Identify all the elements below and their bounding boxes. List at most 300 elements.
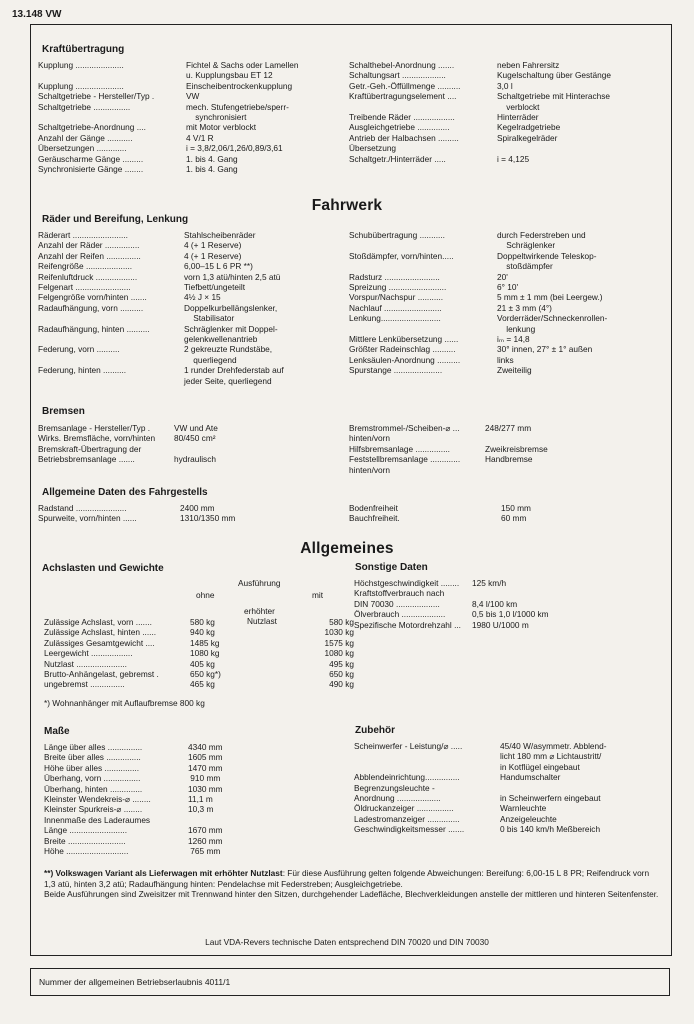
spec-label: Spurweite, vorn/hinten ...... xyxy=(38,513,137,524)
spec-value: mit Motor verblockt xyxy=(186,122,257,133)
spec-label: Höhe über alles ............... xyxy=(44,762,139,773)
weight-label: Zulässige Achslast, hinten ...... xyxy=(44,627,157,638)
spec-row xyxy=(44,825,334,835)
zubehoer-list xyxy=(354,741,654,835)
variant-note-text-2: Beide Ausführungen sind Zweisitzer mit Trennwand hinter den Sitzen, durchgehender Ladefläche, Blechverkleidungen anstelle der mittleren und hinteren Seitenfenster. xyxy=(44,889,659,900)
spec-value: 3,0 l xyxy=(497,80,513,91)
spec-row xyxy=(349,102,649,112)
spec-value: stoßdämpfer xyxy=(497,261,553,272)
weight-label: Zulässige Achslast, vorn ....... xyxy=(44,617,152,627)
variant-note-heading: **) Volkswagen Variant als Lieferwagen mit erhöhter Nutzlast xyxy=(44,868,283,878)
fahrgestell-left-list xyxy=(38,503,338,524)
spec-label: Kleinster Spurkreis-⌀ ........ xyxy=(44,804,143,815)
spec-row xyxy=(38,454,338,464)
spec-row xyxy=(38,122,334,132)
spec-label: Stoßdämpfer, vorn/hinten..... xyxy=(349,250,454,261)
spec-value: Stabilisator xyxy=(184,313,235,324)
spec-row xyxy=(349,261,649,271)
spec-label: Abblendeinrichtung............... xyxy=(354,772,460,783)
section-title-kraftuebertragung: Kraftübertragung xyxy=(42,44,125,55)
spec-label: Anzahl der Räder ............... xyxy=(38,240,140,251)
kraft-left-list xyxy=(38,60,334,174)
spec-row xyxy=(38,154,334,164)
spec-label: Scheinwerfer - Leistung/⌀ ..... xyxy=(354,741,463,751)
spec-row xyxy=(38,60,334,70)
spec-value: iₘ = 14,8 xyxy=(497,334,530,345)
weight-value-mit: 580 kg xyxy=(329,617,354,627)
spec-value: querliegend xyxy=(184,354,237,365)
weight-row xyxy=(44,617,354,627)
spec-value: vorn 1,3 atü/hinten 2,5 atü xyxy=(184,271,281,282)
weight-row xyxy=(44,679,354,689)
spec-value: 4 (+ 1 Reserve) xyxy=(184,250,242,261)
spec-row xyxy=(38,81,334,91)
spec-label: Spurstange ..................... xyxy=(349,365,443,376)
spec-label: Kupplung ..................... xyxy=(38,60,124,70)
spec-value: Warnleuchte xyxy=(500,803,547,814)
spec-row xyxy=(38,423,338,433)
weight-value-mit: 1575 kg xyxy=(324,637,354,648)
spec-row xyxy=(349,154,649,164)
spec-value: u. Kupplungsbau ET 12 xyxy=(186,70,273,81)
spec-label: Reifenluftdruck .................. xyxy=(38,271,138,282)
vda-note: Laut VDA-Revers technische Daten entsprechend DIN 70020 und DIN 70030 xyxy=(205,937,489,947)
spec-value: 4 (+ 1 Reserve) xyxy=(184,240,242,251)
spec-row xyxy=(38,282,338,292)
spec-value: 10,3 m xyxy=(188,804,214,815)
spec-row xyxy=(354,741,654,751)
spec-value: Kugelschaltung über Gestänge xyxy=(497,70,611,81)
spec-value: 2 gekreuzte Rundstäbe, xyxy=(184,344,273,355)
spec-label: Breite ......................... xyxy=(44,835,126,846)
spec-label xyxy=(38,334,184,344)
spec-row xyxy=(349,303,649,313)
spec-value: 1980 U/1000 m xyxy=(472,619,529,630)
weight-label: Brutto-Anhängelast, gebremst . xyxy=(44,669,159,680)
spec-value xyxy=(472,588,654,598)
spec-label: Länge über alles ............... xyxy=(44,742,143,752)
spec-value: licht 180 mm ⌀ Lichtaustritt/ xyxy=(500,751,602,762)
spec-row xyxy=(349,324,649,334)
spec-row xyxy=(354,803,654,813)
variant-note xyxy=(44,868,660,900)
weight-value-mit: 490 kg xyxy=(329,679,354,690)
spec-row xyxy=(349,503,649,513)
spec-row xyxy=(44,752,334,762)
spec-label: Mittlere Lenkübersetzung ...... xyxy=(349,334,459,345)
spec-value: 1. bis 4. Gang xyxy=(186,153,238,164)
spec-label xyxy=(354,762,500,772)
spec-row xyxy=(349,334,649,344)
spec-value: VW und Ate xyxy=(174,423,218,433)
weight-row xyxy=(44,627,354,637)
fahrwerk-left-list xyxy=(38,230,338,386)
spec-label: Nachlauf ......................... xyxy=(349,302,442,313)
weight-row xyxy=(44,659,354,669)
spec-row xyxy=(349,513,649,523)
spec-value: 1. bis 4. Gang xyxy=(186,164,238,175)
spec-row xyxy=(354,609,654,619)
subsection-title-achslasten: Achslasten und Gewichte xyxy=(42,563,164,574)
spec-value: synchronisiert xyxy=(186,112,247,123)
spec-value: Schräglenker xyxy=(497,240,556,251)
weight-value-ohne: 940 kg xyxy=(190,627,215,638)
masse-list xyxy=(44,742,334,856)
spec-label: Kleinster Wendekreis-⌀ ........ xyxy=(44,794,151,805)
spec-label: Bremstrommel-/Scheiben-⌀ ... xyxy=(349,423,460,433)
variant-note-text: : Für diese Ausführung gelten folgende Abweichungen: Bereifung: 6,00-15 L 8 PR; Reifendruck vorn 1,3 atü, hinten 3,2 atü; Radaufhängung hinten: Pendelachse mit Federstreben; Ausgleichgetriebe. xyxy=(44,868,650,889)
spec-row xyxy=(349,122,649,132)
spec-row xyxy=(44,763,334,773)
spec-label: DIN 70030 ................... xyxy=(354,598,440,609)
spec-row xyxy=(349,230,649,240)
spec-label xyxy=(38,313,184,323)
spec-row xyxy=(349,81,649,91)
spec-row xyxy=(38,355,338,365)
spec-value: 1310/1350 mm xyxy=(180,513,236,524)
spec-row xyxy=(38,313,338,323)
spec-label xyxy=(349,324,497,334)
spec-row xyxy=(349,465,649,475)
col-head-ohne: ohne xyxy=(196,590,215,600)
col-head-ausfuehrung: Ausführung xyxy=(238,578,281,588)
spec-label xyxy=(38,355,184,365)
section-title-fahrgestell: Allgemeine Daten des Fahrgestells xyxy=(42,487,208,498)
spec-value: Zweikreisbremse xyxy=(485,443,548,454)
spec-label: Getr.-Geh.-Öffüllmenge .......... xyxy=(349,80,461,91)
subsection-title-zubehoer: Zubehör xyxy=(355,725,395,736)
spec-row xyxy=(354,793,654,803)
spec-label xyxy=(38,112,186,122)
spec-label: Übersetzungen ............. xyxy=(38,143,127,154)
spec-value: 4½ J × 15 xyxy=(184,292,221,303)
spec-row xyxy=(349,433,649,443)
spec-label xyxy=(349,261,497,271)
spec-value: 60 mm xyxy=(501,513,527,524)
subsection-title-masse: Maße xyxy=(44,726,70,737)
spec-value: 1260 mm xyxy=(188,835,223,846)
spec-value: 11,1 m xyxy=(188,794,213,805)
spec-label: Synchronisierte Gänge ........ xyxy=(38,164,144,175)
spec-value: Schaltgetriebe mit Hinterachse xyxy=(497,91,610,102)
spec-value: Hinterräder xyxy=(497,112,539,123)
spec-row xyxy=(349,240,649,250)
spec-value: durch Federstreben und xyxy=(497,230,586,240)
spec-row xyxy=(349,365,649,375)
spec-label: Überhang, hinten .............. xyxy=(44,783,143,794)
spec-value xyxy=(485,433,649,443)
spec-label: Bodenfreiheit xyxy=(349,503,398,513)
spec-value: 1 runder Drehfederstab auf xyxy=(184,365,284,376)
spec-value: i = 4,125 xyxy=(497,153,530,164)
spec-row xyxy=(349,251,649,261)
spec-row xyxy=(44,742,334,752)
weight-label: ungebremst ............... xyxy=(44,679,125,690)
spec-label: Kraftstoffverbrauch nach xyxy=(354,588,445,599)
spec-value: Fichtel & Sachs oder Lamellen xyxy=(186,60,299,70)
spec-value: in Scheinwerfern eingebaut xyxy=(500,793,601,804)
spec-value: 248/277 mm xyxy=(485,423,532,433)
spec-label xyxy=(354,751,500,761)
spec-label: Ausgleichgetriebe .............. xyxy=(349,122,450,133)
spec-row xyxy=(38,513,338,523)
spec-value: 6,00–15 L 6 PR **) xyxy=(184,261,253,272)
spec-label xyxy=(349,102,497,112)
spec-label: Felgengröße vorn/hinten ....... xyxy=(38,292,147,303)
spec-label: Bremskraft-Übertragung der xyxy=(38,443,142,454)
spec-row xyxy=(38,133,334,143)
subsection-title-sonstige-daten: Sonstige Daten xyxy=(355,562,428,573)
spec-label: Ölverbrauch ................... xyxy=(354,609,446,620)
spec-value: 5 mm ± 1 mm (bei Leergew.) xyxy=(497,292,603,303)
spec-label: Feststellbremsanlage ............. xyxy=(349,454,461,465)
spec-row xyxy=(38,251,338,261)
achslasten-footnote: *) Wohnanhänger mit Auflaufbremse 800 kg xyxy=(44,698,205,708)
spec-label: Schaltgetriebe - Hersteller/Typ . xyxy=(38,91,155,102)
spec-label: Bremsanlage - Hersteller/Typ . xyxy=(38,423,151,433)
spec-label: Höchstgeschwindigkeit ........ xyxy=(354,578,460,588)
fahrgestell-right-list xyxy=(349,503,649,524)
footer-box xyxy=(30,968,670,996)
spec-row xyxy=(44,773,334,783)
section-title-allgemeines: Allgemeines xyxy=(300,540,394,557)
spec-row xyxy=(349,91,649,101)
spec-value: Handbremse xyxy=(485,454,533,465)
page-number: 13.148 VW xyxy=(12,9,62,20)
spec-label: Breite über alles ............... xyxy=(44,752,141,763)
weight-row xyxy=(44,638,354,648)
spec-label: Treibende Räder .................. xyxy=(349,112,455,123)
spec-value xyxy=(174,444,338,454)
weight-row xyxy=(44,648,354,658)
spec-row xyxy=(38,91,334,101)
weight-value-ohne: 465 kg xyxy=(190,679,215,690)
weight-value-mit: 1030 kg xyxy=(324,627,354,638)
spec-value: 150 mm xyxy=(501,503,531,513)
spec-row xyxy=(349,444,649,454)
spec-value: 125 km/h xyxy=(472,578,507,588)
spec-row xyxy=(38,143,334,153)
spec-label: Radaufhängung, vorn .......... xyxy=(38,302,144,313)
weight-label: Nutzlast ...................... xyxy=(44,658,127,669)
spec-label: Übersetzung xyxy=(349,143,397,154)
spec-row xyxy=(349,112,649,122)
spec-row xyxy=(38,365,338,375)
spec-value: Kegelradgetriebe xyxy=(497,122,561,133)
spec-row xyxy=(354,783,654,793)
spec-row xyxy=(38,70,334,80)
col-head-nutzlast: Nutzlast xyxy=(247,616,277,626)
spec-value: neben Fahrersitz xyxy=(497,60,560,70)
spec-row xyxy=(354,599,654,609)
spec-value: 1605 mm xyxy=(188,752,223,763)
spec-label: Schalthebel-Anordnung ....... xyxy=(349,60,455,70)
spec-label: Geräuscharme Gänge ......... xyxy=(38,153,144,164)
spec-row xyxy=(349,133,649,143)
spec-value: in Kotflügel eingebaut xyxy=(500,761,580,772)
spec-value: gelenkwellenantrieb xyxy=(184,334,258,345)
col-head-mit: mit xyxy=(312,590,324,600)
spec-label: Innenmaße des Laderaumes xyxy=(44,814,151,825)
spec-value: 6° 10' xyxy=(497,282,519,293)
spec-value: 30° innen, 27° ± 1° außen xyxy=(497,344,593,355)
spec-label: Anzahl der Gänge ........... xyxy=(38,132,133,143)
spec-value: lenkung xyxy=(497,323,536,334)
spec-row xyxy=(349,272,649,282)
spec-row xyxy=(38,334,338,344)
spec-label: hinten/vorn xyxy=(349,464,391,475)
spec-row xyxy=(354,751,654,761)
weight-row xyxy=(44,669,354,679)
spec-row xyxy=(44,836,334,846)
spec-row xyxy=(38,444,338,454)
spec-value: 0 bis 140 km/h Meßbereich xyxy=(500,824,601,835)
spec-value xyxy=(188,815,334,825)
weight-value-ohne: 405 kg xyxy=(190,658,215,669)
spec-row xyxy=(44,815,334,825)
spec-row xyxy=(349,344,649,354)
spec-value xyxy=(500,783,654,793)
spec-value xyxy=(485,465,649,475)
weight-value-ohne: 650 kg*) xyxy=(190,669,221,680)
section-title-bremsen: Bremsen xyxy=(42,406,85,417)
spec-value: 45/40 W/asymmetr. Abblend- xyxy=(500,741,607,751)
spec-label: Überhang, vorn ................ xyxy=(44,773,141,784)
spec-label: Anzahl der Reifen ............... xyxy=(38,250,141,261)
spec-value: Vorderräder/Schneckenrollen- xyxy=(497,313,608,324)
spec-label: Begrenzungsleuchte - xyxy=(354,782,435,793)
spec-label: Federung, hinten .......... xyxy=(38,365,127,376)
spec-row xyxy=(354,824,654,834)
spec-label: Radstand ...................... xyxy=(38,503,127,513)
spec-value: i = 3,8/2,06/1,26/0,89/3,61 xyxy=(186,143,283,154)
weight-label: Leergewicht .................. xyxy=(44,648,133,659)
fahrwerk-right-list xyxy=(349,230,649,376)
footer-text: Nummer der allgemeinen Betriebserlaubnis 4011/1 xyxy=(39,977,231,987)
weight-value-mit: 1080 kg xyxy=(324,648,354,659)
col-head-erhoehter: erhöhter xyxy=(244,606,275,616)
spec-value: 1030 mm xyxy=(188,783,223,794)
spec-label: Lenksäulen-Anordnung .......... xyxy=(349,354,461,365)
spec-row xyxy=(349,355,649,365)
spec-row xyxy=(38,272,338,282)
spec-label: Spezifische Motordrehzahl ... xyxy=(354,619,461,630)
spec-row xyxy=(44,794,334,804)
spec-value: Anzeigeleuchte xyxy=(500,813,557,824)
spec-value: 80/450 cm² xyxy=(174,433,216,444)
spec-label: Spreizung ......................... xyxy=(349,282,447,293)
spec-label: Schubübertragung ........... xyxy=(349,230,445,240)
spec-label: Wirks. Bremsfläche, vorn/hinten xyxy=(38,433,156,444)
spec-label: Bauchfreiheit. xyxy=(349,513,400,524)
spec-label: Schaltungsart ................... xyxy=(349,70,446,81)
spec-row xyxy=(354,814,654,824)
spec-label: Kupplung ..................... xyxy=(38,80,124,91)
bremsen-right-list xyxy=(349,423,649,475)
spec-value: links xyxy=(497,354,514,365)
spec-value: 4340 mm xyxy=(188,742,223,752)
spec-row xyxy=(354,588,654,598)
spec-row xyxy=(38,303,338,313)
spec-value: hydraulisch xyxy=(174,454,216,465)
spec-row xyxy=(38,503,338,513)
spec-row xyxy=(354,620,654,630)
spec-row xyxy=(38,376,338,386)
spec-value: mech. Stufengetriebe/sperr- xyxy=(186,101,289,112)
spec-label: Schaltgetr./Hinterräder ..... xyxy=(349,153,446,164)
weight-value-ohne: 580 kg xyxy=(190,617,215,627)
spec-value: 1670 mm xyxy=(188,825,223,836)
spec-value: Spiralkegelräder xyxy=(497,132,558,143)
spec-row xyxy=(38,292,338,302)
spec-value: 1470 mm xyxy=(188,762,223,773)
spec-value: 8,4 l/100 km xyxy=(472,598,518,609)
spec-value: 21 ± 3 mm (4°) xyxy=(497,302,552,313)
section-title-fahrwerk: Fahrwerk xyxy=(311,197,383,214)
spec-row xyxy=(38,324,338,334)
spec-value: Schräglenker mit Doppel- xyxy=(184,323,278,334)
spec-label: Geschwindigkeitsmesser ....... xyxy=(354,824,465,835)
weight-label: Zulässiges Gesamtgewicht .... xyxy=(44,637,155,648)
spec-label: Lenkung.......................... xyxy=(349,313,441,324)
bremsen-left-list xyxy=(38,423,338,465)
spec-row xyxy=(354,578,654,588)
spec-value: Doppelkurbellängslenker, xyxy=(184,302,278,313)
spec-label xyxy=(38,70,186,80)
spec-label: Schaltgetriebe ................ xyxy=(38,101,131,112)
weight-value-mit: 650 kg xyxy=(329,669,354,680)
spec-label: Kraftübertragungselement .... xyxy=(349,91,457,102)
spec-value xyxy=(497,143,649,153)
spec-label: Öldruckanzeiger ................ xyxy=(354,803,454,814)
spec-value: jeder Seite, querliegend xyxy=(184,375,272,386)
spec-row xyxy=(38,433,338,443)
spec-value: Doppeltwirkende Teleskop- xyxy=(497,250,597,261)
spec-row xyxy=(354,772,654,782)
sonstige-daten-list xyxy=(354,578,654,630)
spec-label: Länge ......................... xyxy=(44,825,128,836)
spec-label: Größter Radeinschlag .......... xyxy=(349,344,456,355)
spec-row xyxy=(349,60,649,70)
spec-value: Tiefbett/ungeteilt xyxy=(184,282,246,293)
spec-label: Antrieb der Halbachsen ......... xyxy=(349,132,459,143)
spec-label: Räderart ........................ xyxy=(38,230,128,240)
spec-row xyxy=(38,261,338,271)
spec-row xyxy=(38,230,338,240)
achslasten-table xyxy=(44,617,354,690)
spec-value: Stahlscheibenräder xyxy=(184,230,256,240)
spec-row xyxy=(38,164,334,174)
spec-value: 20' xyxy=(497,271,508,282)
spec-label: hinten/vorn xyxy=(349,433,391,444)
spec-row xyxy=(354,762,654,772)
subsection-title-raeder: Räder und Bereifung, Lenkung xyxy=(42,214,189,225)
spec-label: Ladestromanzeiger .............. xyxy=(354,813,460,824)
spec-row xyxy=(349,282,649,292)
spec-value: 0,5 bis 1,0 l/1000 km xyxy=(472,609,549,620)
spec-row xyxy=(349,454,649,464)
spec-label: Reifengröße .................... xyxy=(38,261,133,272)
spec-value: 4 V/1 R xyxy=(186,132,214,143)
spec-row xyxy=(44,846,334,856)
spec-value: 910 mm xyxy=(188,773,221,784)
spec-row xyxy=(38,344,338,354)
spec-value: Zweiteilig xyxy=(497,365,532,376)
spec-row xyxy=(349,423,649,433)
spec-value: Handumschalter xyxy=(500,772,561,783)
spec-label: Felgenart ........................ xyxy=(38,282,131,293)
spec-row xyxy=(38,112,334,122)
